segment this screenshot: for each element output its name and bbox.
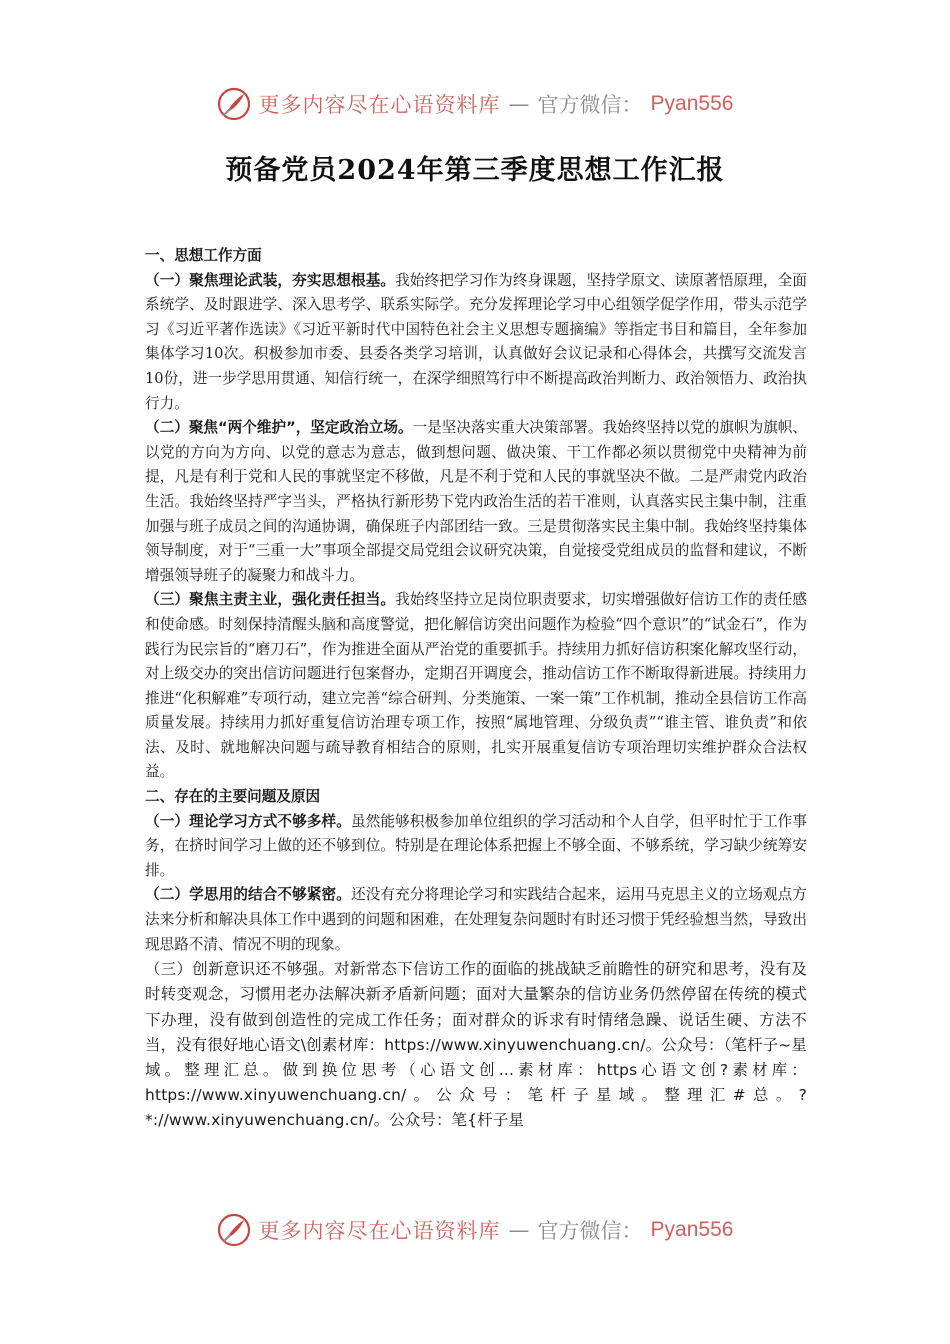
watermark-header (0, 82, 950, 126)
paragraph-1-2 (145, 416, 807, 588)
paragraph-text: 我始终坚持立足岗位职责要求，切实增强做好信访工作的责任感和使命感。时刻保持清醒头脑和高度警觉，把化解信访突出问题作为检验“四个意识”的“试金石”，作为践行为民宗旨的“磨刀石”，作为推进全面从严治党的重要抓手。持续用力抓好信访积案化解攻坚行动，对上级交办的突出信访问题进行包案督办，定期召开调度会，推动信访工作不断取得新进展。持续用力推进“化积解难”专项行动，建立完善“综合研判、分类施策、一案一策”工作机制，推动全县信访工作高质量发展。持续用力抓好重复信访治理专项工作，按照“属地管理、分级负责”“谁主管、谁负责”和依法、及时、就地解决问题与疏导教育相结合的原则，扎实开展重复信访专项治理切实维护群众合法权益。 (145, 591, 807, 781)
paragraph-2-3: （三）创新意识还不够强。对新常态下信访工作的面临的挑战缺乏前瞻性的研究和思考，没有及时转变观念，习惯用老办法解决新矛盾新问题；面对大量繁杂的信访业务仍然停留在传统的模式下办理，没有做到创造性的完成工作任务；面对群众的诉求有时情绪急躁、说话生硬、方法不当，没有很好地心语文\创素材库：https://www.xinyuwenchuang.cn/。公众号：（笔杆子~星域。整理汇总。做到换位思考（心语文创...素材库：https心语文创?素材库：https://www.xinyuwenchuang.cn/。公众号：笔杆子星域。整理汇#总。?*://www.xinyuwenchuang.cn/。公众号：笔{杆子星 (145, 960, 807, 1130)
watermark-official-label: 官方微信： (537, 93, 643, 117)
feather-pen-logo-icon (217, 1213, 251, 1247)
paragraph-1-1 (145, 269, 807, 417)
paragraph-text: 虽然能够积极参加单位组织的学习活动和个人自学，但平时忙于工作事务，在挤时间学习上做的还不够到位。特别是在理论体系把握上不够全面、不够系统，学习缺少统筹安排。 (145, 812, 807, 879)
paragraph-text: 还没有充分将理论学习和实践结合起来，运用马克思主义的立场观点方法来分析和解决具体工作中遇到的问题和困难，在处理复杂问题时有时还习惯于凭经验想当然，导致出现思路不清、情况不明的现象。 (145, 886, 807, 953)
paragraph-lead: （三）聚焦主责主业，强化责任担当。 (145, 591, 396, 609)
watermark-official-label: 官方微信： (537, 1219, 643, 1243)
watermark-brand: 更多内容尽在心语资料库 (258, 93, 501, 117)
watermark-footer (0, 1208, 950, 1252)
watermark-brand: 更多内容尽在心语资料库 (258, 1219, 501, 1243)
watermark-separator: — (508, 92, 530, 116)
document-body (145, 244, 807, 1134)
paragraph-lead: （二）学思用的结合不够紧密。 (145, 886, 351, 904)
paragraph-1-3 (145, 588, 807, 785)
section-heading-2: 二、存在的主要问题及原因 (145, 788, 321, 806)
watermark-wechat-id: Pyan556 (650, 92, 734, 115)
paragraph-lead: （一）聚焦理论武装，夯实思想根基。 (145, 271, 396, 289)
paragraph-lead: （二）聚焦“两个维护”，坚定政治立场。 (145, 419, 413, 437)
document-title: 预备党员2024年第三季度思想工作汇报 (225, 155, 725, 186)
watermark-separator: — (508, 1218, 530, 1242)
paragraph-text: 一是坚决落实重大决策部署。我始终坚持以党的旗帜为旗帜、以党的方向为方向、以党的意志为意志，做到想问题、做决策、干工作都必须以贯彻党中央精神为前提，凡是有利于党和人民的事就坚定不移做，凡是不利于党和人民的事就坚决不做。二是严肃党内政治生活。我始终坚持严字当头，严格执行新形势下党内政治生活的若干准则，认真落实民主集中制，注重加强与班子成员之间的沟通协调，确保班子内部团结一致。三是贯彻落实民主集中制。我始终坚持集体领导制度，对于“三重一大”事项全部提交局党组会议研究决策，自觉接受党组成员的监督和建议，不断增强领导班子的凝聚力和战斗力。 (145, 419, 807, 584)
paragraph-lead: （一）理论学习方式不够多样。 (145, 812, 351, 830)
feather-pen-logo-icon (217, 87, 251, 121)
paragraph-text: 我始终把学习作为终身课题，坚持学原文、读原著悟原理，全面系统学、及时跟进学、深入思考学、联系实际学。充分发挥理论学习中心组领学促学作用，带头示范学习《习近平著作选读》《习近平新时代中国特色社会主义思想专题摘编》等指定书目和篇目，全年参加集体学习10次。积极参加市委、县委各类学习培训，认真做好会议记录和心得体会，共撰写交流发言10份，进一步学思用贯通、知信行统一，在深学细照笃行中不断提高政治判断力、政治领悟力、政治执行力。 (145, 271, 807, 412)
paragraph-2-1 (145, 810, 807, 884)
section-heading-1: 一、思想工作方面 (145, 247, 262, 264)
paragraph-2-2 (145, 883, 807, 957)
watermark-wechat-id: Pyan556 (650, 1218, 734, 1241)
